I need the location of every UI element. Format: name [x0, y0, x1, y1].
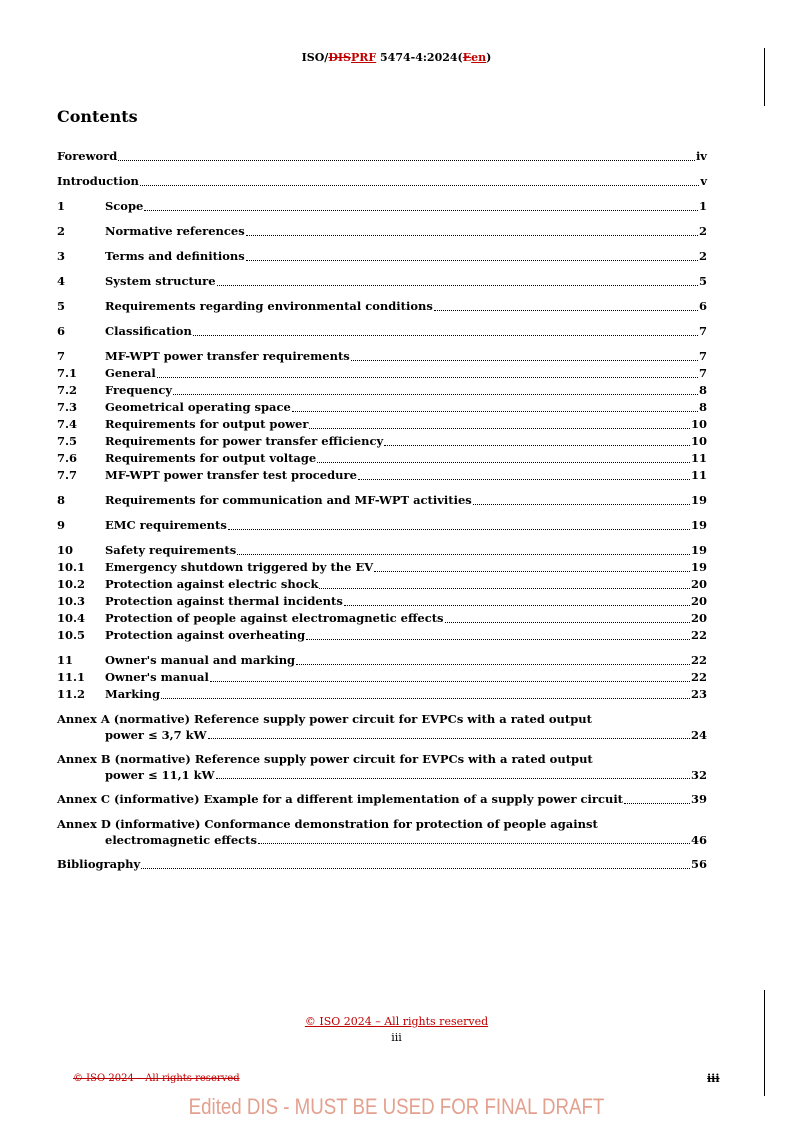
toc-annex-page: 24 — [690, 728, 707, 742]
toc-entry-page: 2 — [698, 224, 707, 238]
page-title: Contents — [57, 107, 138, 126]
toc-dot-leader — [216, 778, 690, 779]
toc-entry-number: 2 — [57, 224, 66, 238]
toc-entry-number: 10.2 — [57, 577, 86, 591]
toc-annex-title-continued — [57, 832, 707, 848]
toc-entry-title: Protection against electric shock — [105, 577, 319, 591]
toc-entry-title: MF-WPT power transfer requirements — [105, 349, 350, 363]
toc-entry-title: Normative references — [105, 224, 245, 238]
toc-dot-leader — [246, 260, 698, 261]
toc-dot-leader — [208, 738, 690, 739]
deleted-footer-page-number: iii — [707, 1072, 720, 1085]
footer-copyright-text: © ISO 2024 – All rights reserved — [304, 1015, 489, 1028]
toc-entry-page: 22 — [690, 628, 707, 642]
toc-entry-page: 7 — [698, 366, 707, 380]
toc-annex-title-continued — [57, 767, 707, 783]
toc-entry-number: 10.3 — [57, 594, 86, 608]
toc-dot-leader — [445, 622, 690, 623]
toc-entry-number: 7.4 — [57, 417, 78, 431]
header-suffix: ) — [486, 51, 492, 64]
toc-entry-number: 11.1 — [57, 670, 86, 684]
toc-entry-title: MF-WPT power transfer test procedure — [105, 468, 357, 482]
toc-dot-leader — [473, 504, 690, 505]
header-middle: 5474-4:2024( — [376, 51, 463, 64]
toc-entry-title: Protection of people against electromagnetic effects — [105, 611, 444, 625]
toc-entry[interactable] — [57, 433, 707, 450]
draft-watermark: Edited DIS - MUST BE USED FOR FINAL DRAFT — [188, 1094, 605, 1119]
header-prefix: ISO/ — [301, 51, 329, 64]
toc-dot-leader — [118, 160, 695, 161]
toc-dot-leader — [292, 411, 698, 412]
toc-dot-leader — [161, 698, 690, 699]
toc-dot-leader — [384, 445, 690, 446]
toc-entry-title: General — [105, 366, 156, 380]
toc-entry-page: 7 — [698, 324, 707, 338]
toc-entry[interactable] — [57, 652, 707, 669]
toc-entry[interactable] — [57, 173, 707, 190]
toc-entry[interactable] — [57, 198, 707, 215]
toc-annex-page: 39 — [690, 792, 707, 806]
toc-entry-title: Introduction — [57, 174, 139, 188]
table-of-contents — [57, 148, 707, 873]
toc-dot-leader — [144, 210, 698, 211]
toc-entry[interactable] — [57, 273, 707, 290]
toc-dot-leader — [306, 639, 690, 640]
toc-annex-title: Annex D (informative) Conformance demonstration for protection of people against — [57, 817, 598, 831]
toc-dot-leader — [193, 335, 698, 336]
toc-entry-number: 10.4 — [57, 611, 86, 625]
toc-entry[interactable] — [57, 399, 707, 416]
toc-entry-title: System structure — [105, 274, 216, 288]
toc-entry[interactable] — [57, 450, 707, 467]
toc-entry[interactable] — [57, 467, 707, 484]
footer-copyright — [0, 1014, 793, 1029]
toc-entry[interactable] — [57, 559, 707, 576]
toc-entry-number: 6 — [57, 324, 66, 338]
toc-entry[interactable] — [57, 610, 707, 627]
toc-entry-page: 11 — [690, 451, 707, 465]
toc-entry-number: 10 — [57, 543, 74, 557]
footer-page-number: iii — [391, 1031, 402, 1044]
toc-entry-page: 2 — [698, 249, 707, 263]
toc-entry-title: Geometrical operating space — [105, 400, 291, 414]
toc-dot-leader — [140, 185, 699, 186]
toc-entry-number: 8 — [57, 493, 66, 507]
toc-entry-title: Owner's manual — [105, 670, 209, 684]
toc-entry[interactable] — [57, 382, 707, 399]
toc-entry-number: 7 — [57, 349, 66, 363]
toc-dot-leader — [317, 462, 690, 463]
toc-annex-page: 46 — [690, 833, 707, 847]
toc-annex-title: Bibliography — [57, 857, 141, 871]
toc-entry-title: Foreword — [57, 149, 118, 163]
toc-dot-leader — [217, 285, 698, 286]
toc-annex-page: 32 — [690, 768, 707, 782]
toc-entry-number: 7.5 — [57, 434, 78, 448]
toc-entry-page: 20 — [690, 611, 707, 625]
toc-dot-leader — [246, 235, 698, 236]
header-inserted-stage: PRF — [350, 51, 377, 64]
change-bar-top — [764, 48, 765, 106]
toc-entry-number: 7.7 — [57, 468, 78, 482]
toc-entry-page: v — [700, 174, 707, 188]
toc-entry-number: 7.1 — [57, 366, 78, 380]
toc-entry-number: 1 — [57, 199, 66, 213]
toc-annex-title: Annex A (normative) Reference supply power circuit for EVPCs with a rated output — [57, 712, 592, 726]
toc-annex-title: Annex B (normative) Reference supply power circuit for EVPCs with a rated output — [57, 752, 593, 766]
toc-annex[interactable] — [57, 751, 707, 783]
toc-dot-leader — [358, 479, 690, 480]
toc-entry-page: 7 — [698, 349, 707, 363]
header-deleted-stage: DIS — [328, 51, 351, 64]
toc-dot-leader — [210, 681, 690, 682]
toc-entry[interactable] — [57, 542, 707, 559]
toc-annex-title-line2: electromagnetic effects — [105, 833, 257, 847]
toc-entry-page: 6 — [698, 299, 707, 313]
toc-entry-number: 7.3 — [57, 400, 78, 414]
toc-entry[interactable] — [57, 686, 707, 703]
toc-entry-title: Protection against thermal incidents — [105, 594, 343, 608]
deleted-footer-copyright: © ISO 2024 – All rights reserved — [73, 1073, 240, 1084]
toc-annexes — [57, 711, 707, 873]
toc-entry[interactable] — [57, 223, 707, 240]
toc-entry[interactable] — [57, 323, 707, 340]
toc-entry-title: Requirements for output voltage — [105, 451, 317, 465]
document-header — [0, 50, 793, 66]
toc-dot-leader — [258, 843, 690, 844]
toc-annex-title-line2: power ≤ 3,7 kW — [105, 728, 207, 742]
header-deleted-lang: E — [462, 51, 472, 64]
toc-annex-title-continued — [57, 727, 707, 743]
toc-dot-leader — [434, 310, 698, 311]
toc-entry-page: 22 — [690, 670, 707, 684]
toc-annex[interactable] — [57, 711, 707, 743]
header-inserted-lang: en — [471, 51, 487, 64]
toc-entry[interactable] — [57, 416, 707, 433]
toc-entry-number: 11.2 — [57, 687, 86, 701]
toc-entry-title: Requirements for communication and MF-WPT activities — [105, 493, 472, 507]
toc-dot-leader — [309, 428, 690, 429]
toc-bibliography[interactable] — [57, 856, 707, 873]
toc-entry-title: Emergency shutdown triggered by the EV — [105, 560, 374, 574]
toc-entry-page: 10 — [690, 434, 707, 448]
toc-entry-page: 19 — [690, 518, 707, 532]
toc-entry-page: 1 — [698, 199, 707, 213]
toc-annex[interactable] — [57, 816, 707, 848]
toc-dot-leader — [319, 588, 690, 589]
toc-entry[interactable] — [57, 517, 707, 534]
toc-entry[interactable] — [57, 298, 707, 315]
toc-entry-number: 10.5 — [57, 628, 86, 642]
toc-entry-number: 10.1 — [57, 560, 86, 574]
toc-entry[interactable] — [57, 669, 707, 686]
toc-dot-leader — [296, 664, 690, 665]
toc-entry-page: 19 — [690, 560, 707, 574]
toc-dot-leader — [157, 377, 698, 378]
toc-entry[interactable] — [57, 248, 707, 265]
toc-entry-title: Classification — [105, 324, 192, 338]
toc-annex-page: 56 — [690, 857, 707, 871]
toc-entry[interactable] — [57, 492, 707, 509]
toc-dot-leader — [351, 360, 698, 361]
toc-annex[interactable] — [57, 791, 707, 808]
toc-entry-number: 9 — [57, 518, 66, 532]
toc-dot-leader — [228, 529, 690, 530]
toc-entry[interactable] — [57, 627, 707, 644]
toc-entry-page: 11 — [690, 468, 707, 482]
toc-entry-title: Marking — [105, 687, 160, 701]
toc-entry-page: 19 — [690, 493, 707, 507]
toc-entry-number: 11 — [57, 653, 74, 667]
toc-entry-title: Requirements regarding environmental conditions — [105, 299, 433, 313]
toc-entry-title: Terms and definitions — [105, 249, 245, 263]
toc-entry[interactable] — [57, 348, 707, 365]
toc-annex-title-line2: power ≤ 11,1 kW — [105, 768, 215, 782]
toc-entry-number: 5 — [57, 299, 66, 313]
toc-entry[interactable] — [57, 365, 707, 382]
toc-entry-page: iv — [695, 149, 707, 163]
toc-entry-title: Safety requirements — [105, 543, 237, 557]
toc-entry[interactable] — [57, 593, 707, 610]
toc-entry-page: 10 — [690, 417, 707, 431]
toc-entry-title: Owner's manual and marking — [105, 653, 296, 667]
toc-dot-leader — [141, 868, 690, 869]
toc-entry-title: Frequency — [105, 383, 173, 397]
toc-dot-leader — [237, 554, 690, 555]
toc-entry-page: 5 — [698, 274, 707, 288]
toc-entry[interactable] — [57, 148, 707, 165]
toc-entry-title: EMC requirements — [105, 518, 227, 532]
toc-entry-page: 20 — [690, 577, 707, 591]
toc-dot-leader — [173, 394, 698, 395]
toc-entry-page: 22 — [690, 653, 707, 667]
toc-entry-number: 7.6 — [57, 451, 78, 465]
toc-dot-leader — [344, 605, 690, 606]
toc-dot-leader — [624, 803, 690, 804]
toc-entry-page: 20 — [690, 594, 707, 608]
toc-entry-page: 23 — [690, 687, 707, 701]
toc-dot-leader — [374, 571, 690, 572]
toc-entries — [57, 148, 707, 703]
toc-annex-title: Annex C (informative) Example for a different implementation of a supply power circuit — [57, 792, 623, 806]
toc-entry-page: 8 — [698, 383, 707, 397]
toc-entry-title: Protection against overheating — [105, 628, 306, 642]
toc-entry-number: 7.2 — [57, 383, 78, 397]
toc-entry-title: Requirements for output power — [105, 417, 309, 431]
toc-entry-page: 19 — [690, 543, 707, 557]
toc-entry-title: Requirements for power transfer efficiency — [105, 434, 384, 448]
toc-entry-page: 8 — [698, 400, 707, 414]
toc-entry-number: 3 — [57, 249, 66, 263]
toc-entry-title: Scope — [105, 199, 144, 213]
toc-entry-number: 4 — [57, 274, 66, 288]
toc-entry[interactable] — [57, 576, 707, 593]
